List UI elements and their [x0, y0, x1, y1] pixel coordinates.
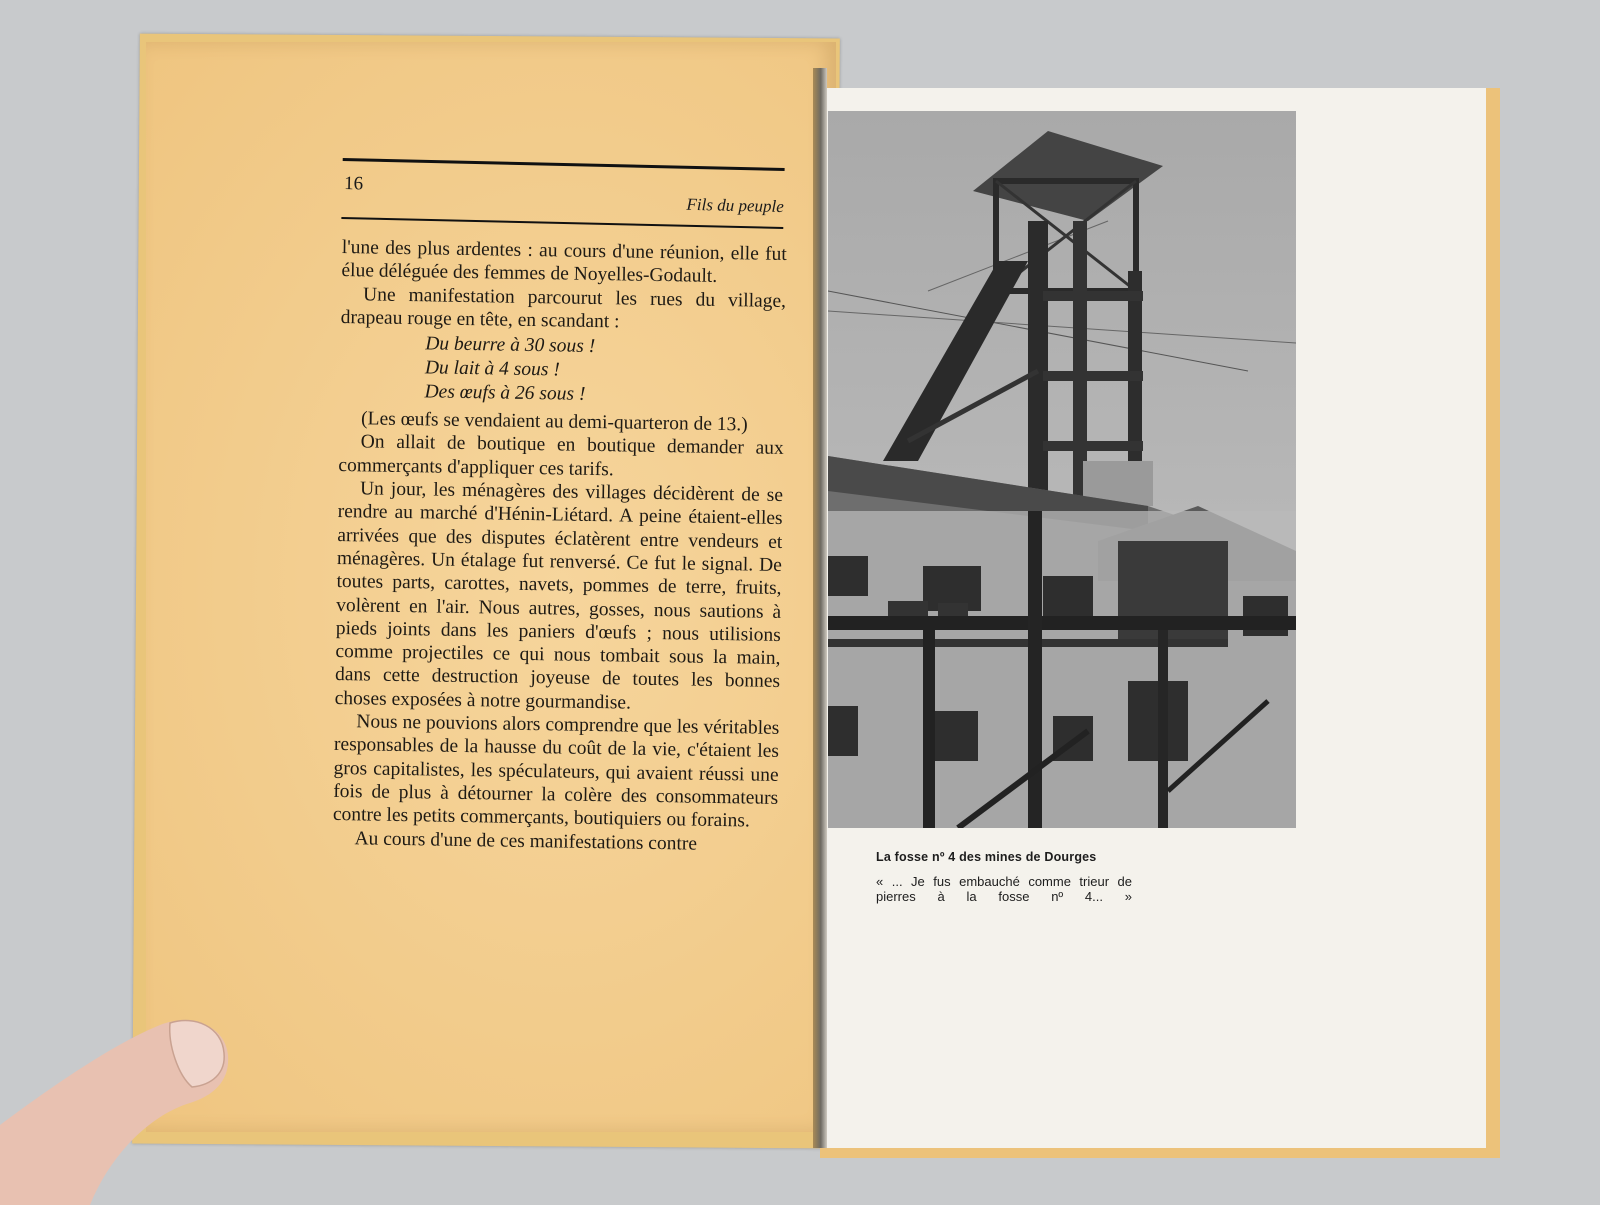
open-book [110, 28, 1490, 1158]
caption-title: La fosse nº 4 des mines de Dourges [876, 850, 1097, 864]
paragraph: Un jour, les ménagères des villages décidèrent de se rendre au marché d'Hénin-Liétard. A peine étaient-elles arrivées que des disputes éclatèrent entre vendeurs et ménagères. Un étalage fut renversé. Ce fut le signal. De toutes parts, carottes, navets, pommes de terre, fruits, volèrent en l'air. Nous autres, gosses, nous sautions à pieds joints dans les paniers d'œufs ; nous utilisions comme projectiles ce qui nous tombait sous la main, dans cette destruction joyeuse de toutes les bonnes choses exposées à notre gourmandise. [334, 478, 784, 714]
mine-headframe-photo [828, 111, 1296, 828]
running-head [341, 158, 784, 229]
running-title: Fils du peuple [686, 194, 784, 217]
paragraph: l'une des plus ardentes : au cours d'une réunion, elle fut élue déléguée des femmes de Noyelles-Godault. [341, 236, 787, 288]
thumb-holding-page [0, 985, 230, 1205]
paragraph: (Les œufs se vendaient au demi-quarteron de 13.) [360, 408, 748, 436]
body-text [332, 236, 787, 857]
paragraph: Une manifestation parcourut les rues du village, drapeau rouge en tête, en scandant : [340, 283, 787, 333]
page-number: 16 [343, 173, 364, 195]
book-gutter [813, 68, 827, 1148]
chant-verse [424, 333, 785, 411]
chant-line: Du beurre à 30 sous ! [425, 333, 596, 358]
paragraph: On allait de boutique en boutique demander aux commerçants d'appliquer ces tarifs. [338, 431, 784, 481]
chant-line: Des œufs à 26 sous ! [424, 381, 586, 406]
photo-caption [876, 850, 1132, 904]
chant-line: Du lait à 4 sous ! [424, 357, 560, 381]
caption-quote: « ... Je fus embauché comme trieur de pierres à la fosse nº 4... » [876, 874, 1132, 904]
paragraph: Nous ne pouvions alors comprendre que les véritables responsables de la hausse du coût de la vie, c'étaient les gros capitalistes, les spéculateurs, qui avaient réussi une fois de plus à détourner la colère des consommateurs contre les petits commerçants, boutiquiers ou forains. [332, 711, 780, 832]
paragraph: Au cours d'une de ces manifestations contre [354, 827, 698, 855]
